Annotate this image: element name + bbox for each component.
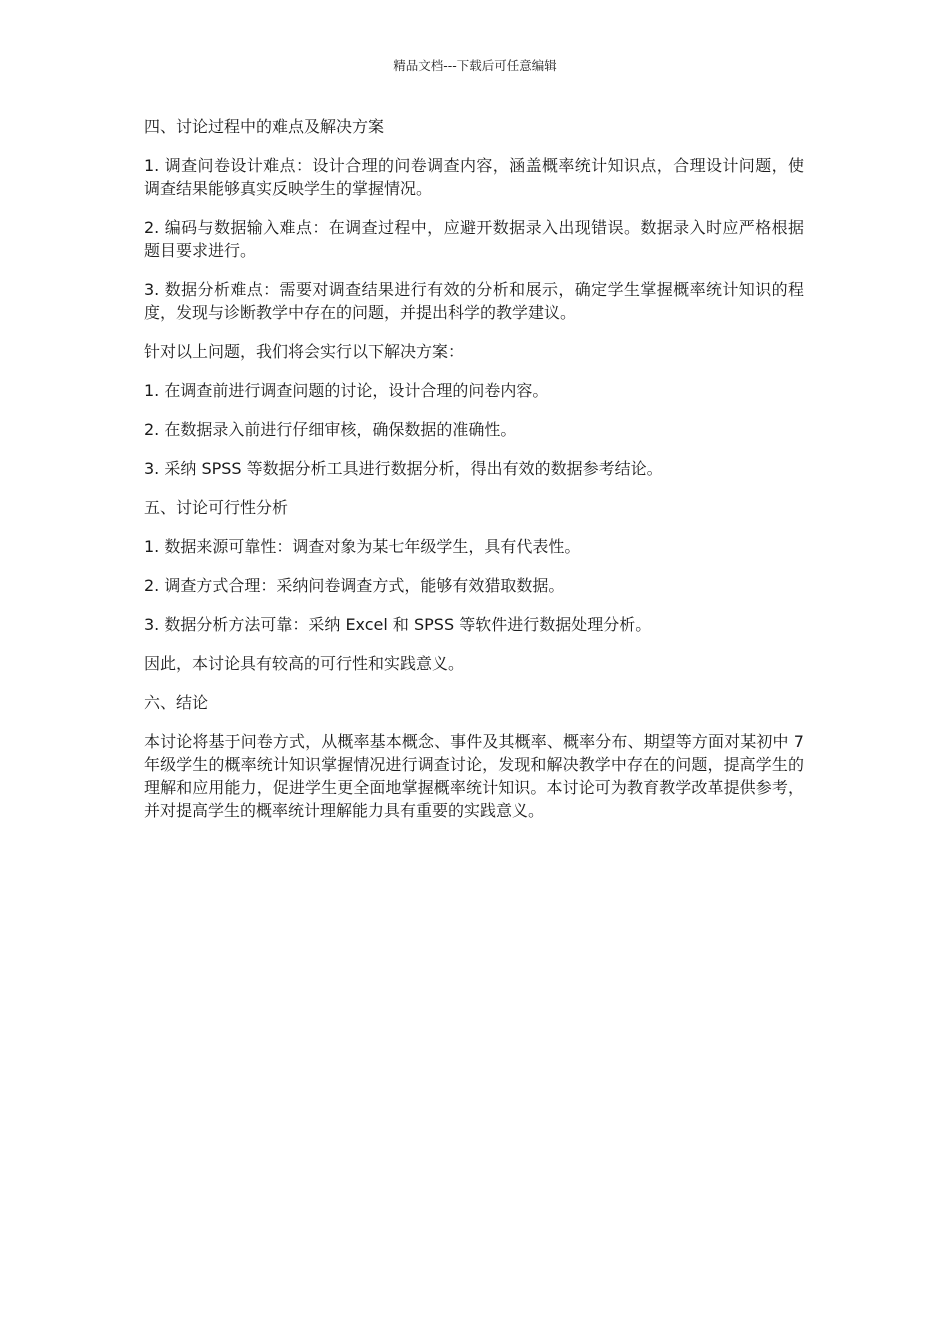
paragraph: 3. 数据分析难点：需要对调查结果进行有效的分析和展示，确定学生掌握概率统计知识的程度，发现与诊断教学中存在的问题，并提出科学的教学建议。 <box>144 280 804 322</box>
paragraph: 针对以上问题，我们将会实行以下解决方案： <box>144 342 465 361</box>
paragraph: 本讨论将基于问卷方式，从概率基本概念、事件及其概率、概率分布、期望等方面对某初中 7 年级学生的概率统计知识掌握情况进行调查讨论，发现和解决教学中存在的问题，提高学生的理解和应用能力，促进学生更全面地掌握概率统计知识。本讨论可为教育教学改革提供参考，并对提高学生的概率统计理解能力具有重要的实践意义。 <box>144 732 804 820</box>
section-heading-feasibility: 五、讨论可行性分析 <box>144 498 289 517</box>
paragraph: 因此，本讨论具有较高的可行性和实践意义。 <box>144 654 465 673</box>
paragraph: 3. 数据分析方法可靠：采纳 Excel 和 SPSS 等软件进行数据处理分析。 <box>144 615 652 634</box>
document-body <box>144 115 804 838</box>
paragraph: 2. 调查方式合理：采纳问卷调查方式，能够有效猎取数据。 <box>144 576 565 595</box>
page-header: 精品文档---下载后可任意编辑 <box>393 58 557 73</box>
paragraph: 1. 调查问卷设计难点：设计合理的问卷调查内容，涵盖概率统计知识点，合理设计问题，使调查结果能够真实反映学生的掌握情况。 <box>144 156 804 198</box>
section-heading-conclusion: 六、结论 <box>144 693 209 712</box>
paragraph: 1. 数据来源可靠性：调查对象为某七年级学生，具有代表性。 <box>144 537 581 556</box>
paragraph: 1. 在调查前进行调查问题的讨论，设计合理的问卷内容。 <box>144 381 549 400</box>
paragraph: 2. 在数据录入前进行仔细审核，确保数据的准确性。 <box>144 420 517 439</box>
paragraph: 2. 编码与数据输入难点：在调查过程中，应避开数据录入出现错误。数据录入时应严格根据题目要求进行。 <box>144 218 804 260</box>
section-heading-difficulties: 四、讨论过程中的难点及解决方案 <box>144 117 385 136</box>
paragraph: 3. 采纳 SPSS 等数据分析工具进行数据分析，得出有效的数据参考结论。 <box>144 459 663 478</box>
